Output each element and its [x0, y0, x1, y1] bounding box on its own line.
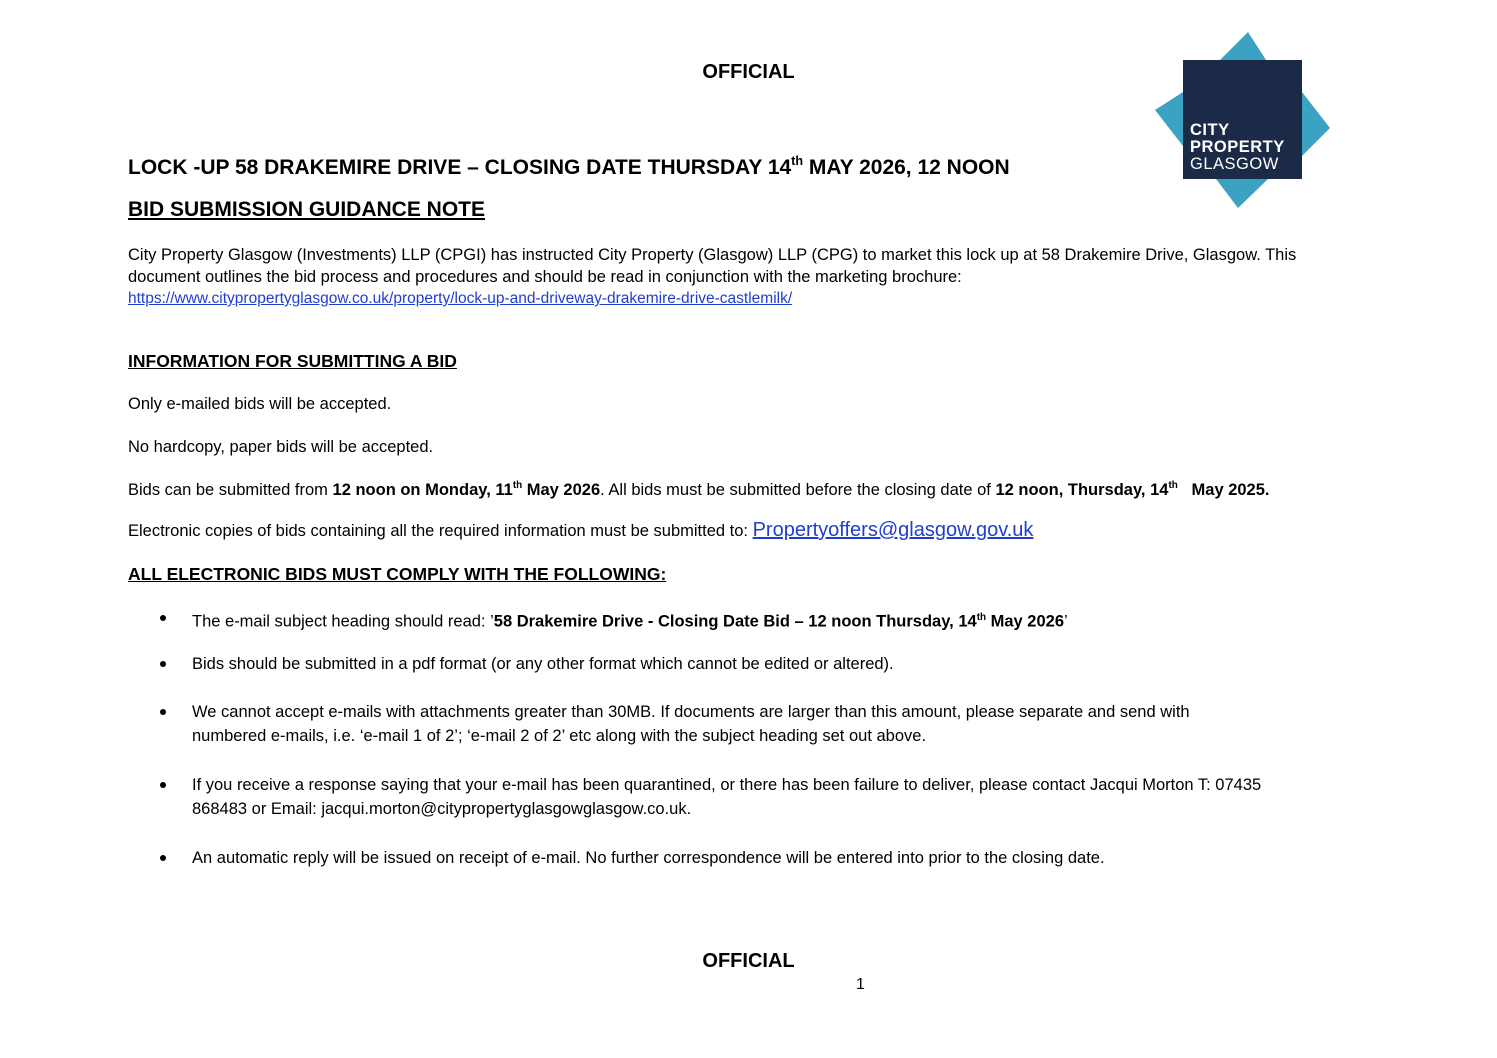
bullet-icon	[160, 855, 166, 861]
bullet-1-sup: th	[976, 612, 987, 623]
para-dates	[128, 480, 1270, 502]
property-offers-email-link[interactable]: Propertyoffers@glasgow.gov.uk	[752, 519, 1034, 541]
electronic-text: Electronic copies of bids containing all the required information must be submitted to:	[128, 522, 753, 540]
para-electronic	[128, 520, 1033, 543]
bullet-1-subject-month: May 2026	[986, 612, 1065, 631]
para-email-only: Only e-mailed bids will be accepted.	[128, 395, 392, 413]
dates-close-sup: th	[1168, 479, 1178, 491]
info-heading: INFORMATION FOR SUBMITTING A BID	[128, 351, 457, 371]
dates-close: 12 noon, Thursday, 14	[995, 481, 1169, 499]
bullet-icon	[160, 782, 166, 788]
bullet-2-text: Bids should be submitted in a pdf format (or any other format which cannot be edited or altered).	[192, 655, 894, 673]
page-number: 1	[856, 976, 865, 993]
bullet-4-line-2: 868483 or Email: jacqui.morton@citypropertyglasgowglasgow.co.uk.	[192, 800, 692, 818]
intro-paragraph	[128, 245, 1388, 310]
intro-line-2: document outlines the bid process and procedures and should be read in conjunction with the marketing brochure:	[128, 267, 962, 286]
guidance-heading: BID SUBMISSION GUIDANCE NOTE	[128, 198, 486, 221]
bullet-icon	[160, 661, 166, 667]
intro-line-1: City Property Glasgow (Investments) LLP (CPGI) has instructed City Property (Glasgow) LLP (CPG) to market this lock up at 58 Drakemire Drive, Glasgow. This	[128, 246, 1297, 264]
bullet-icon	[160, 709, 166, 715]
rules-heading: ALL ELECTRONIC BIDS MUST COMPLY WITH THE FOLLOWING:	[128, 564, 667, 584]
logo-box	[1183, 60, 1302, 179]
city-property-glasgow-logo	[1150, 28, 1335, 213]
footer-classification: OFFICIAL	[702, 950, 795, 972]
dates-open-sup: th	[512, 479, 523, 491]
bullet-4-line-1: If you receive a response saying that your e-mail has been quarantined, or there has been failure to deliver, please contact Jacqui Morton T: 07435	[192, 776, 1262, 794]
dates-close-month: May 2025.	[1177, 481, 1270, 499]
dates-text-1: Bids can be submitted from	[128, 481, 333, 499]
dates-open-month: May 2026	[522, 481, 601, 499]
title-suffix: MAY 2026, 12 NOON	[803, 156, 1010, 179]
bullet-1-subject: 58 Drakemire Drive - Closing Date Bid – 12 noon Thursday, 14	[493, 612, 977, 631]
bullet-1-text: The e-mail subject heading should read: ’	[192, 612, 494, 631]
dates-open: 12 noon on Monday, 11	[332, 481, 513, 499]
logo-word-city: CITY	[1190, 121, 1230, 139]
logo-word-glasgow: GLASGOW	[1190, 155, 1279, 173]
header-classification: OFFICIAL	[702, 61, 795, 83]
bullet-3-line-2: numbered e-mails, i.e. ‘e-mail 1 of 2’; ‘e-mail 2 of 2’ etc along with the subject heading set out above.	[192, 727, 927, 745]
para-no-paper: No hardcopy, paper bids will be accepted.	[128, 438, 434, 456]
title-prefix: LOCK -UP 58 DRAKEMIRE DRIVE – CLOSING DATE THURSDAY 14	[128, 156, 792, 179]
bullet-5-text: An automatic reply will be issued on receipt of e-mail. No further correspondence will be entered into prior to the closing date.	[192, 849, 1105, 867]
document-title	[128, 153, 1010, 180]
brochure-link[interactable]: https://www.citypropertyglasgow.co.uk/property/lock-up-and-driveway-drakemire-drive-castlemilk/	[128, 290, 793, 307]
logo-word-property: PROPERTY	[1190, 138, 1285, 156]
dates-text-2: . All bids must be submitted before the closing date of	[600, 481, 996, 499]
bullet-3-line-1: We cannot accept e-mails with attachments greater than 30MB. If documents are larger than this amount, please separate and send with	[192, 703, 1190, 721]
title-sup: th	[791, 153, 804, 168]
bullet-icon	[160, 615, 166, 621]
bullet-1-close-quote: ’	[1064, 612, 1068, 631]
